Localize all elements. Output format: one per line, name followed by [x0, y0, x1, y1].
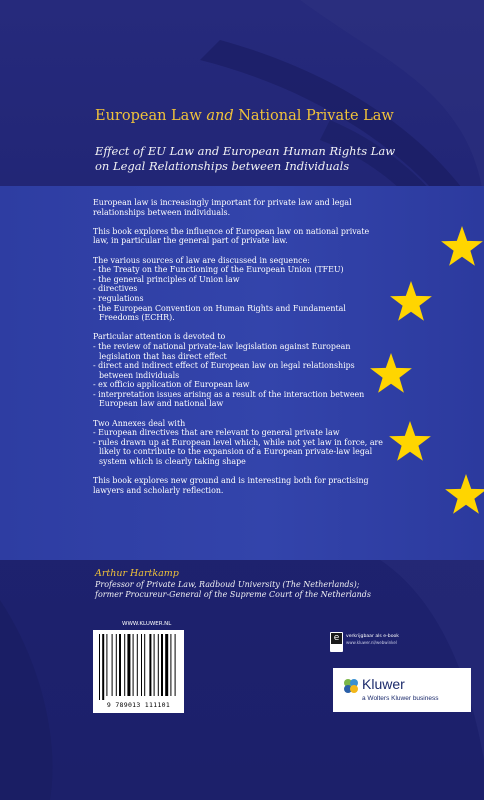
- description-paragraph: This book explores new ground and is interesting both for practising lawyers and scholarly reflection.: [93, 476, 369, 495]
- subtitle-line-2: on Legal Relationships between Individuals: [95, 159, 350, 173]
- sources-intro: The various sources of law are discussed in sequence:: [93, 255, 310, 265]
- ebook-label: verkrijgbaar als e-book: [346, 634, 399, 639]
- annexes-intro: Two Annexes deal with: [93, 418, 186, 428]
- ebook-url: www.kluwer.nl/webwinkel: [346, 640, 397, 645]
- list-item: - European directives that are relevant to general private law: [93, 428, 340, 438]
- title-and: and: [206, 108, 234, 124]
- book-subtitle: [95, 144, 475, 174]
- list-item: - ex officio application of European law: [93, 380, 250, 390]
- author-name: Arthur Hartkamp: [95, 568, 179, 579]
- publisher-logo: [333, 668, 471, 712]
- ebook-glyph: e: [331, 633, 342, 644]
- title-part1: European Law: [95, 108, 207, 124]
- annexes-list: [93, 428, 383, 466]
- list-item: - direct and indirect effect of European law on legal relationships between individuals: [93, 361, 355, 380]
- attention-list: [93, 342, 383, 409]
- ebook-icon: [330, 632, 343, 652]
- title-part2: National Private Law: [233, 108, 394, 124]
- isbn-number: 9 789013 111101: [106, 701, 171, 709]
- list-item: - the European Convention on Human Rights and Fundamental Freedoms (ECHR).: [93, 303, 346, 323]
- book-title: [95, 108, 475, 124]
- description-paragraph: This book explores the influence of European law on national private law, in particular the general part of private law.: [93, 226, 370, 246]
- kluwer-flower-icon: [343, 678, 359, 694]
- sources-list: [93, 265, 383, 323]
- list-item: - interpretation issues arising as a result of the interaction between European law and national law: [93, 389, 365, 409]
- author-block: [95, 568, 475, 600]
- publisher-website: WWW.KLUWER.NL: [122, 621, 172, 627]
- attention-intro: Particular attention is devoted to: [93, 332, 226, 342]
- publisher-name: Kluwer: [362, 676, 405, 692]
- barcode-graphic: [97, 634, 180, 700]
- book-description: [93, 198, 383, 505]
- list-item: - the review of national private-law legislation against European legislation that has direct effect: [93, 341, 351, 361]
- list-item: - regulations: [93, 293, 144, 303]
- list-item: - directives: [93, 284, 138, 294]
- list-item: - the Treaty on the Functioning of the European Union (TFEU): [93, 265, 344, 275]
- list-item: - rules drawn up at European level which, while not yet law in force, are likely to contribute to the expansion of a European private-law legal system which is clearly taking shape: [93, 437, 383, 467]
- description-paragraph: European law is increasingly important for private law and legal relationships between individuals.: [93, 198, 352, 217]
- author-affiliation: Professor of Private Law, Radboud University (The Netherlands);: [95, 580, 360, 589]
- publisher-tagline: a Wolters Kluwer business: [362, 695, 439, 702]
- ebook-text: [346, 634, 416, 646]
- isbn-barcode: [93, 630, 184, 713]
- ebook-badge: [330, 632, 399, 654]
- subtitle-line-1: Effect of EU Law and European Human Rights Law: [95, 144, 396, 158]
- list-item: - the general principles of Union law: [93, 274, 240, 284]
- author-affiliation: former Procureur-General of the Supreme Court of the Netherlands: [95, 590, 372, 599]
